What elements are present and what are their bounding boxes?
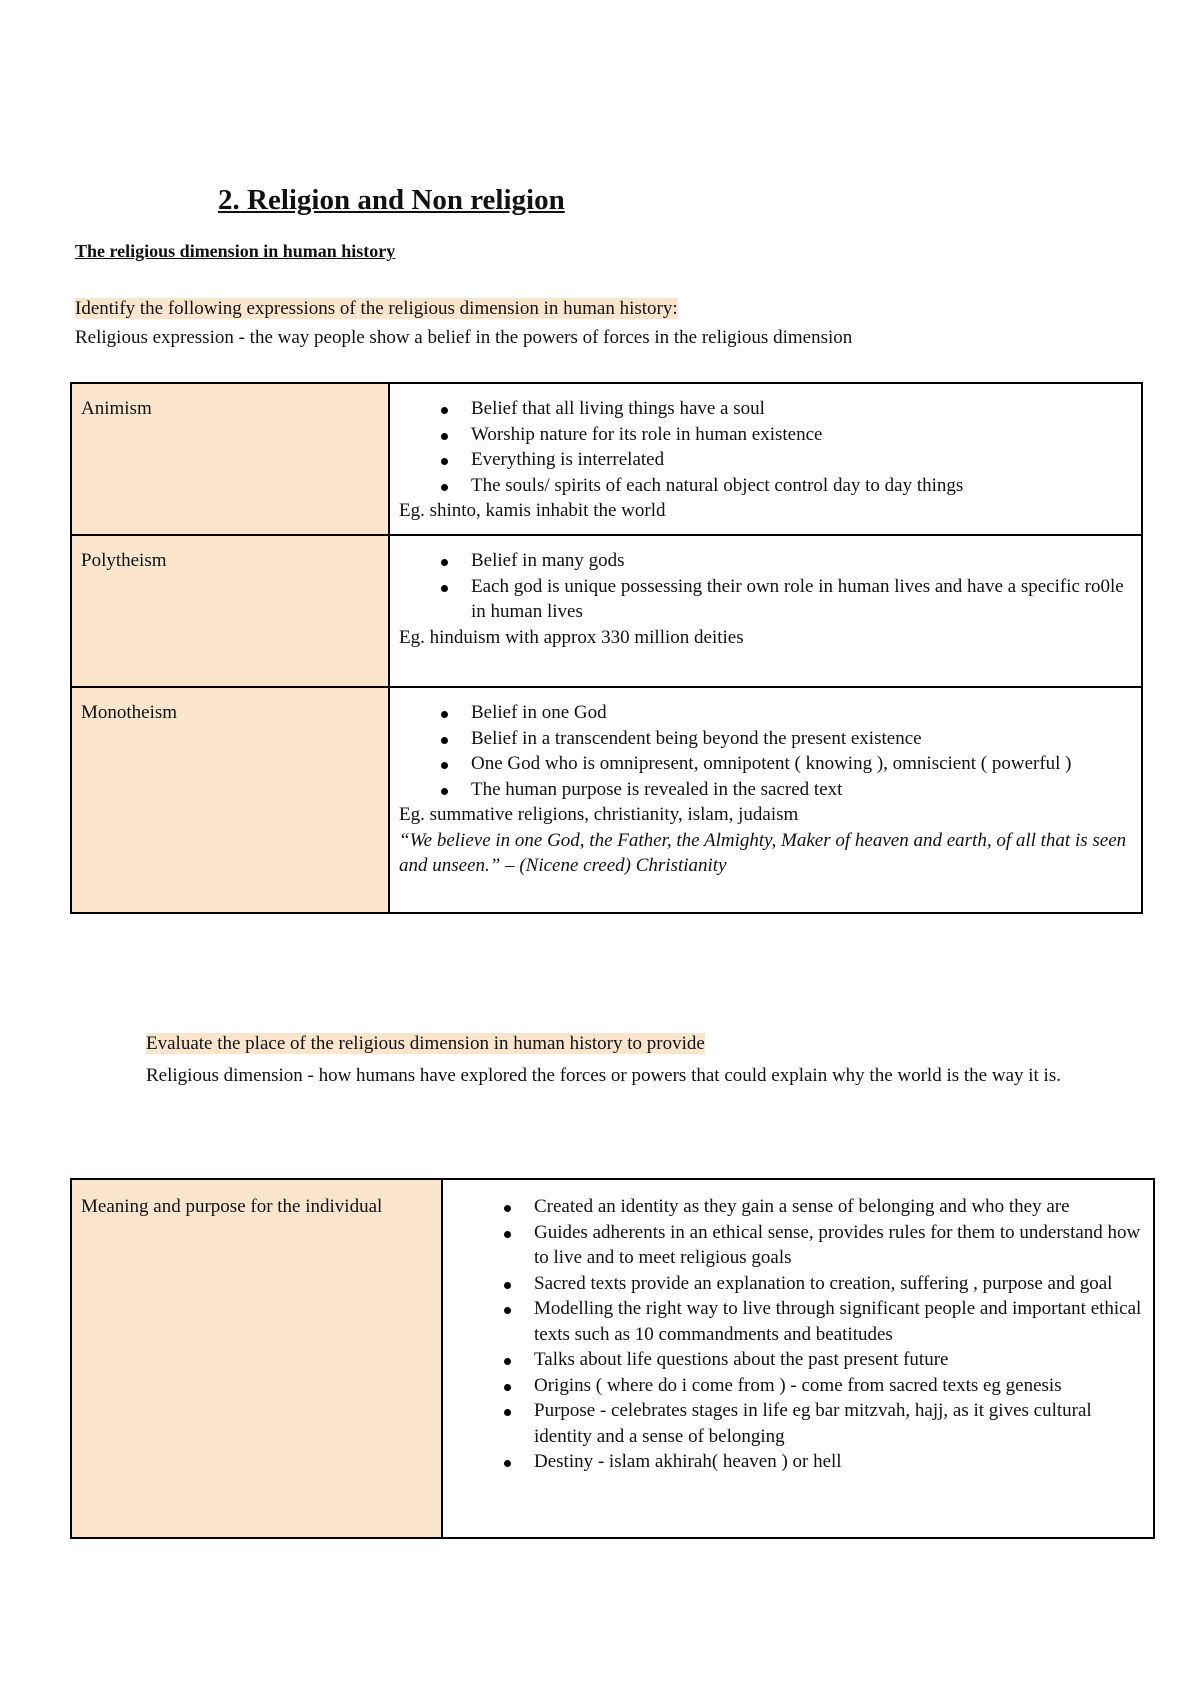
bullet-icon [504,1307,511,1314]
list-item: Belief in one God [471,700,1133,726]
table-row-meaning-purpose [71,1179,1154,1538]
list-item: Origins ( where do i come from ) - come from sacred texts eg genesis [534,1373,1145,1399]
table-row-monotheism [71,687,1142,913]
religious-dimension-definition: Religious dimension - how humans have explored the forces or powers that could explain why the world is the way it is. [146,1065,1061,1086]
row-content [389,383,1142,535]
list-item: The souls/ spirits of each natural object control day to day things [471,473,1133,499]
list-item: Belief in many gods [471,548,1133,574]
example-text: Eg. summative religions, christianity, islam, judaism [399,804,799,825]
list-item: Modelling the right way to live through significant people and important ethical texts such as 10 commandments and beatitudes [534,1296,1145,1347]
list-item: One God who is omnipresent, omnipotent ( knowing ), omniscient ( powerful ) [471,751,1133,777]
bullet-icon [504,1205,511,1212]
list-item: The human purpose is revealed in the sacred text [471,777,1133,803]
identify-prompt: Identify the following expressions of the religious dimension in human history: [75,298,678,319]
page-title: 2. Religion and Non religion [218,184,565,216]
row-content [442,1179,1154,1538]
list-item: Created an identity as they gain a sense of belonging and who they are [534,1194,1145,1220]
list-item: Purpose - celebrates stages in life eg bar mitzvah, hajj, as it gives cultural identity and a sense of belonging [534,1398,1145,1449]
bullet-icon [504,1460,511,1467]
bullet-icon [441,585,448,592]
bullet-icon [441,433,448,440]
bullet-icon [441,788,448,795]
row-label: Polytheism [71,535,389,687]
list-item: Belief that all living things have a soul [471,396,1133,422]
evaluate-section [146,1031,1136,1091]
bullet-icon [504,1231,511,1238]
list-item: Each god is unique possessing their own role in human lives and have a specific ro0le in human lives [471,574,1133,625]
list-item: Worship nature for its role in human existence [471,422,1133,448]
intro-section [75,296,852,350]
list-item: Talks about life questions about the past present future [534,1347,1145,1373]
religious-expression-definition: Religious expression - the way people show a belief in the powers of forces in the religious dimension [75,327,853,348]
list-item: Sacred texts provide an explanation to creation, suffering , purpose and goal [534,1271,1145,1297]
table-row-animism [71,383,1142,535]
nicene-creed-quote: “We believe in one God, the Father, the Almighty, Maker of heaven and earth, of all that is seen and unseen.” – (Nicene creed) Christianity [399,829,1127,876]
bullet-icon [504,1384,511,1391]
bullet-icon [504,1409,511,1416]
bullet-list [452,1194,1145,1475]
example-text: Eg. hinduism with approx 330 million deities [399,626,744,648]
list-item: Belief in a transcendent being beyond the present existence [471,726,1133,752]
bullet-list [399,548,1133,625]
example-text: Eg. shinto, kamis inhabit the world [399,500,666,521]
row-content [389,687,1142,913]
bullet-icon [441,737,448,744]
row-label: Monotheism [71,687,389,913]
list-item: Destiny - islam akhirah( heaven ) or hell [534,1449,1145,1475]
bullet-icon [441,484,448,491]
evaluate-prompt: Evaluate the place of the religious dimension in human history to provide [146,1033,705,1054]
bullet-icon [504,1358,511,1365]
bullet-icon [441,407,448,414]
row-label: Meaning and purpose for the individual [71,1179,442,1538]
evaluation-table [70,1178,1155,1539]
bullet-list [399,396,1133,498]
row-label: Animism [71,383,389,535]
row-content [389,535,1142,687]
table-row-polytheism [71,535,1142,687]
bullet-icon [441,458,448,465]
bullet-icon [441,762,448,769]
bullet-icon [504,1282,511,1289]
bullet-icon [441,559,448,566]
bullet-list [399,700,1133,802]
section-subtitle: The religious dimension in human history [75,241,396,261]
expressions-table [70,382,1143,914]
bullet-icon [441,711,448,718]
list-item: Guides adherents in an ethical sense, provides rules for them to understand how to live and to meet religious goals [534,1220,1145,1271]
list-item: Everything is interrelated [471,447,1133,473]
